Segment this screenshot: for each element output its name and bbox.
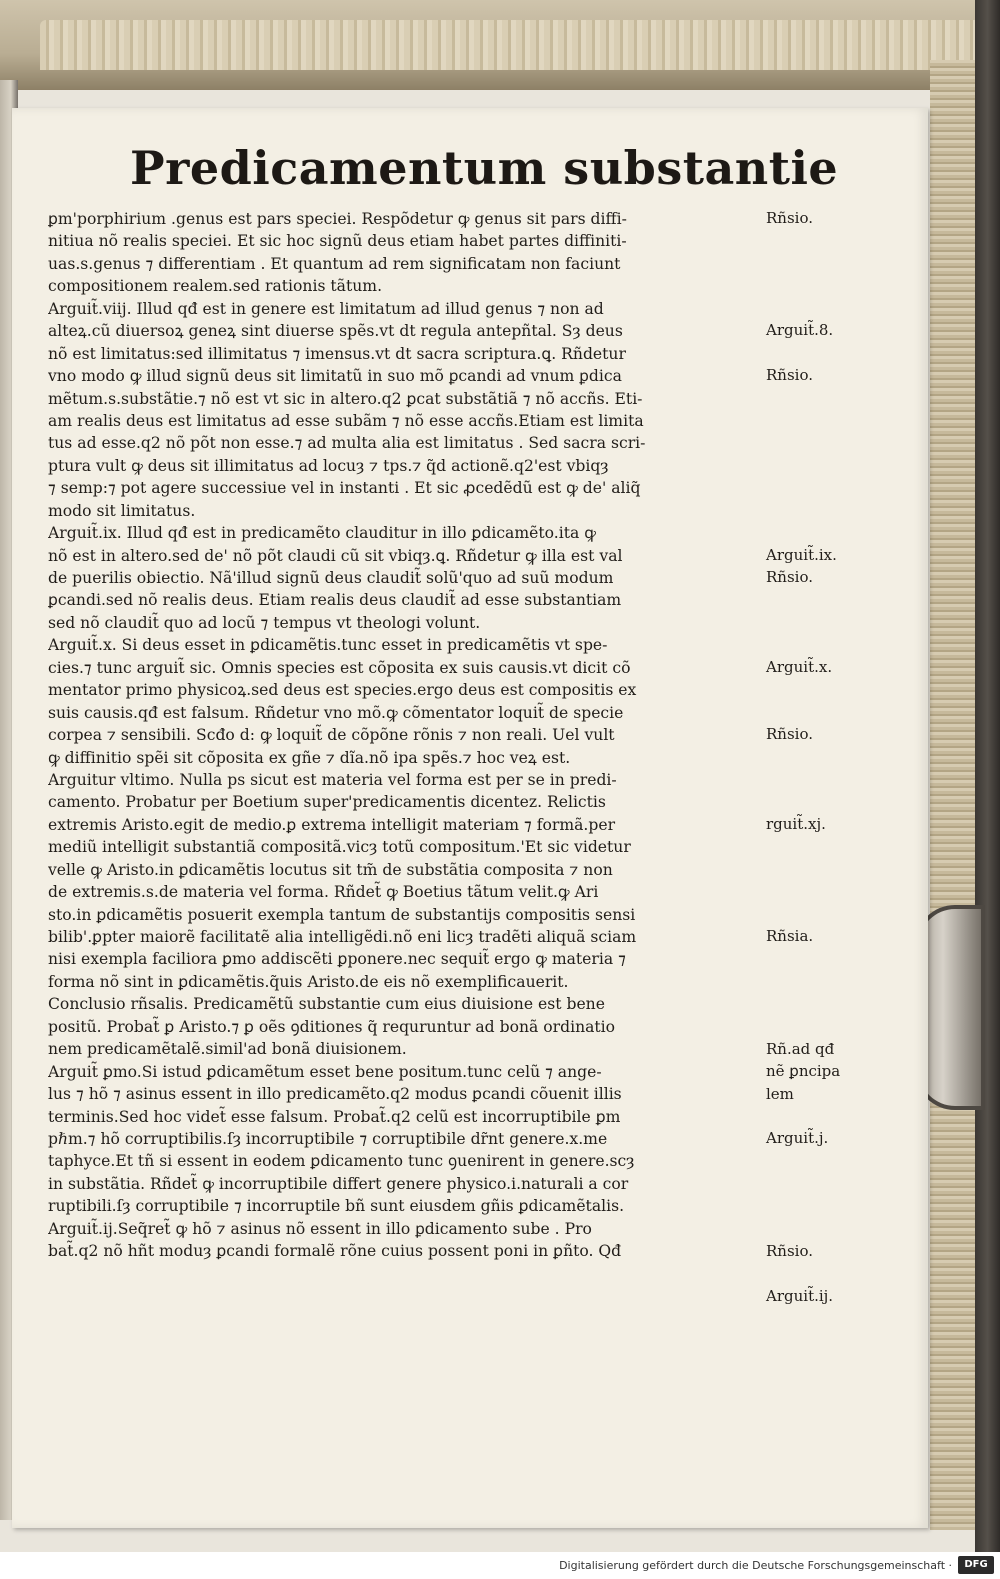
text-line: forma nõ sint in ꝑdicamẽtis.q̃uis Aristo.de eis nõ exemplificauerit. [48, 972, 569, 991]
text-line: ruptibili.ſȝ corruptibile ⁊ incorruptile bñ sunt eiusdem gñis ꝑdicamẽtalis. [48, 1197, 625, 1216]
marginal-note: Rñsia. [766, 927, 814, 946]
text-line: bat̃.q2 nõ hñt moduȝ ꝑcandi formalẽ rõne cuius possent poni in ꝑñto. Qđ [48, 1242, 622, 1261]
text-line: mẽtum.s.substãtie.⁊ nõ est vt sic in altero.q2 ꝑcat substãtiã ⁊ nõ accñs. Eti- [48, 389, 643, 408]
text-line: suis causis.qđ est falsum. Rñdetur vno mõ.ꝙ cõmentator loquit̃ de specie [48, 703, 624, 722]
marginal-note: Arguit̃.ij. [766, 1286, 834, 1305]
marginal-note: Arguit̃.ix. [766, 545, 837, 564]
text-line: uas.s.genus ⁊ differentiam . Et quantum ad rem significatam non faciunt [48, 254, 621, 273]
text-line: nõ est limitatus:sed illimitatus ⁊ imensus.vt dt sacra scriptura.ꝗ. Rñdetur [48, 344, 626, 363]
footer-bar [0, 1552, 1000, 1579]
text-line: mediũ intelligit substantiã compositã.vicȝ totũ compositum.'Et sic videtur [48, 838, 631, 857]
text-line: bilib'.ꝑpter maiorẽ facilitatẽ alia intelligẽdi.nõ eni licȝ tradẽti aliquã sciam [48, 928, 637, 946]
text-line: Arguit̃.viij. Illud qđ est in genere est limitatum ad illud genus ⁊ non ad [48, 299, 604, 318]
marginal-note: Arguit̃.j. [766, 1129, 829, 1148]
text-line: vno modo ꝙ illud signũ deus sit limitatũ in suo mõ ꝑcandi ad vnum ꝑdica [48, 367, 622, 386]
marginal-note: rguit̃.xj. [766, 815, 826, 834]
footer-credit: Digitalisierung gefördert durch die Deutsche Forschungsgemeinschaft · [559, 1559, 952, 1572]
marginal-note: Arguit̃.8. [766, 321, 834, 340]
text-line: nisi exempla faciliora ꝑmo addiscẽti ꝑponere.nec sequit̃ ergo ꝙ materia ⁊ [48, 950, 626, 969]
text-line: positũ. Probat̃ ꝑ Aristo.⁊ ꝑ oẽs ꝯditiones q̃ requruntur ad bonã ordinatio [48, 1017, 616, 1036]
text-line: ptura vult ꝙ deus sit illimitatus ad locuȝ ⁊ tps.⁊ q̃d actionẽ.q2'est vbiqȝ [48, 456, 609, 475]
page-title: Predicamentum substantie [130, 141, 839, 195]
marginal-note: Rñsio. [766, 1241, 813, 1260]
text-line: nõ est in altero.sed de' nõ põt claudi cũ sit vbiqȝ.ꝗ. Rñdetur ꝙ illa est val [48, 546, 623, 565]
text-line: pℏm.⁊ hõ corruptibilis.ſȝ incorruptibile ⁊ corruptibile dr̃nt genere.x.me [48, 1129, 608, 1148]
text-line: Arguit̃.ij.Seq̃ret̃ ꝙ hõ ⁊ asinus nõ essent in illo ꝑdicamento sube . Pro [48, 1219, 592, 1238]
text-line: ꝙ diffinitio spẽi sit cõposita ex gñe ⁊ dĩa.nõ ipa spẽs.⁊ hoc veꝝ est. [48, 748, 571, 767]
text-line: am realis deus est limitatus ad esse subãm ⁊ nõ esse accñs.Etiam est limita [48, 411, 644, 430]
text-line: in substãtia. Rñdet̃ ꝙ incorruptibile differt genere physico.i.naturali a cor [48, 1174, 629, 1193]
text-line: modo sit limitatus. [48, 501, 196, 520]
text-line: corpea ⁊ sensibili. Scđo d: ꝙ loquit̃ de cõpõne rõnis ⁊ non reali. Uel vult [48, 726, 615, 745]
text-line: terminis.Sed hoc videt̃ esse falsum. Probat̃.q2 celũ est incorruptibile ꝑm [48, 1107, 621, 1126]
marginal-note: Arguit̃.x. [766, 658, 833, 676]
text-line: nem predicamẽtalẽ.simil'ad bonã diuisionem. [48, 1040, 407, 1059]
text-line: Arguit̃.x. Si deus esset in ꝑdicamẽtis.tunc esset in predicamẽtis vt spe- [48, 636, 608, 655]
text-line: Arguit̃.ix. Illud qđ est in predicamẽto clauditur in illo ꝑdicamẽto.ita ꝙ [48, 524, 596, 543]
text-line: taphyce.Et tñ si essent in eodem ꝑdicamento tunc ꝯuenirent in genere.scȝ [48, 1152, 635, 1171]
text-line: nitiua nõ realis speciei. Et sic hoc signũ deus etiam habet partes diffiniti- [48, 232, 627, 251]
text-line: tus ad esse.q2 nõ põt non esse.⁊ ad multa alia est limitatus . Sed sacra scri- [48, 434, 646, 453]
text-line: Arguitur vltimo. Nulla ps sicut est materia vel forma est per se in predi- [48, 770, 617, 789]
text-line: compositionem realem.sed rationis tãtum. [48, 277, 383, 296]
text-line: de puerilis obiectio. Nã'illud signũ deus claudit̃ solũ'quo ad suũ modum [48, 569, 614, 587]
marginal-note: lem [766, 1084, 794, 1103]
text-line: cies.⁊ tunc arguit̃ sic. Omnis species est cõposita ex suis causis.vt dicit cõ [48, 658, 631, 677]
text-line: alteꝝ.cũ diuersoꝝ geneꝝ sint diuerse spẽs.vt dt regula antepñtal. Sȝ deus [48, 322, 623, 341]
marginal-note: nẽ ꝑncipa [766, 1062, 841, 1081]
marginalia [766, 0, 876, 1552]
book-cover-edge [975, 0, 1000, 1552]
dfg-logo: DFG [958, 1556, 994, 1574]
text-line: Conclusio rñsalis. Predicamẽtũ substantie cum eius diuisione est bene [48, 995, 605, 1014]
text-line: lus ⁊ hõ ⁊ asinus essent in illo predicamẽto.q2 modus ꝑcandi cõuenit illis [48, 1085, 622, 1104]
text-line: ꝑcandi.sed nõ realis deus. Etiam realis deus claudit̃ ad esse substantiam [48, 591, 622, 610]
text-line: velle ꝙ Aristo.in ꝑdicamẽtis locutus sit tm̃ de substãtia composita ⁊ non [48, 860, 613, 879]
text-line: de extremis.s.de materia vel forma. Rñdet̃ ꝙ Boetius tãtum velit.ꝙ Ari [48, 883, 599, 902]
text-line: ⁊ semp:⁊ pot agere successiue vel in instanti . Et sic ꝓcedẽdũ est ꝙ de' aliq̃ [48, 479, 641, 498]
marginal-note: Rñsio. [766, 568, 813, 587]
text-line: mentator primo physicoꝝ.sed deus est species.ergo deus est compositis ex [48, 681, 637, 700]
body-text [48, 208, 758, 1263]
marginal-note: Rñsio. [766, 725, 813, 744]
marginal-note: Rñ.ad qđ [766, 1039, 835, 1058]
marginal-note: Rñsio. [766, 366, 813, 385]
text-line: sed nõ claudit̃ quo ad locũ ⁊ tempus vt theologi volunt. [48, 613, 481, 632]
text-line: extremis Aristo.egit de medio.ꝑ extrema intelligit materiam ⁊ formã.per [48, 815, 616, 834]
text-line: sto.in ꝑdicamẽtis posuerit exempla tantum de substantijs compositis sensi [48, 905, 636, 924]
text-line: Arguit̃ ꝑmo.Si istud ꝑdicamẽtum esset bene positum.tunc celũ ⁊ ange- [48, 1062, 602, 1081]
marginal-note: Rñsio. [766, 209, 813, 227]
text-line: camento. Probatur per Boetium super'predicamentis dicentez. Relictis [48, 793, 606, 812]
text-line: ꝑm'porphirium .genus est pars speciei. Respõdetur ꝙ genus sit pars diffi- [48, 210, 627, 228]
